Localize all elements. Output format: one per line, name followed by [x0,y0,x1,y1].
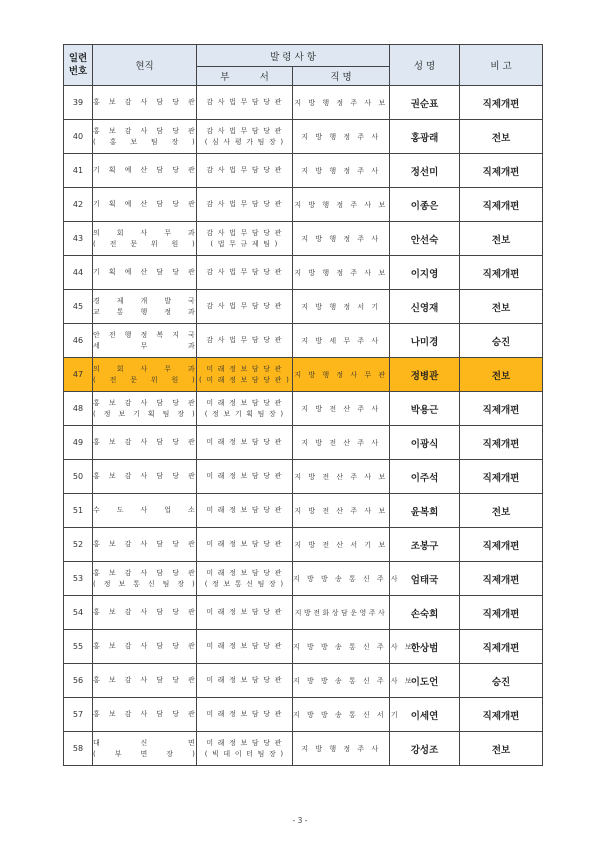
current-position-line: 홍 보 감 사 담 당 관 [93,608,196,616]
person-name-cell: 박용근 [390,392,460,426]
current-position-line: 세 무 과 [93,341,196,350]
department-line: ( 정 보 기 획 팀 장 ) [204,409,285,418]
position-cell: 지 방 세 무 주 사 [293,324,390,358]
current-position-line: ( 부 면 장 ) [93,749,196,758]
current-position-line: ( 홍 보 팀 장 ) [93,137,196,146]
current-position-line: 홍 보 감 사 담 당 관 [93,398,196,407]
note-cell: 직제개편 [460,562,543,596]
current-position-line: 홍 보 감 사 담 당 관 [93,98,196,106]
department-line: 미 래 정 보 담 당 관 [206,738,283,747]
note-cell: 직제개편 [460,460,543,494]
current-position-cell [93,222,197,256]
department-cell [197,494,293,528]
table-row [64,154,543,188]
current-position-cell [93,528,197,562]
department-line: ( 미 래 정 보 담 당 관 ) [199,375,290,384]
current-position-line: 홍 보 감 사 담 당 관 [93,438,196,446]
header-name: 성 명 [390,45,460,86]
table-body [64,86,543,766]
department-cell [197,630,293,664]
current-position-cell [93,154,197,188]
position-cell: 지 방 행 정 주 사 보 [293,86,390,120]
department-cell [197,222,293,256]
current-position-line: 기 획 예 산 담 당 관 [93,268,196,276]
current-position-line: ( 정 보 기 획 팀 장 ) [93,409,196,418]
current-position-cell [93,460,197,494]
current-position-line: 기 획 예 산 담 당 관 [93,200,196,208]
current-position-cell [93,596,197,630]
current-position-cell [93,86,197,120]
current-position-cell [93,562,197,596]
person-name-cell: 홍광래 [390,120,460,154]
header-serial: 일련 번호 [64,45,93,86]
note-cell: 직제개편 [460,698,543,732]
serial-number-cell: 51 [64,494,93,528]
current-position-line: 홍 보 감 사 담 당 관 [93,710,196,718]
current-position-cell [93,732,197,766]
serial-number-cell: 53 [64,562,93,596]
department-cell [197,188,293,222]
person-name-cell: 손숙희 [390,596,460,630]
person-name-cell: 이세연 [390,698,460,732]
department-line: 감 사 법 무 담 당 관 [206,268,283,276]
department-cell [197,460,293,494]
table-row [64,188,543,222]
table-row [64,426,543,460]
position-cell: 지 방 전 산 주 사 [293,426,390,460]
person-name-cell: 나미경 [390,324,460,358]
current-position-cell [93,664,197,698]
serial-number-cell: 56 [64,664,93,698]
current-position-line: 의 회 사 무 과 [93,364,196,373]
note-cell: 승진 [460,664,543,698]
serial-number-cell: 41 [64,154,93,188]
note-cell: 전보 [460,120,543,154]
position-cell: 지 방 방 송 통 신 주 사 [293,562,390,596]
position-cell: 지 방 방 송 통 신 주 사 보 [293,630,390,664]
table-row [64,222,543,256]
position-cell: 지 방 행 정 주 사 [293,222,390,256]
header-position: 직 명 [293,67,390,86]
department-cell [197,732,293,766]
header-appointment: 발 령 사 항 [197,45,390,67]
serial-number-cell: 40 [64,120,93,154]
department-line: 감 사 법 무 담 당 관 [206,166,283,174]
department-cell [197,698,293,732]
header-department: 부 서 [197,67,293,86]
person-name-cell: 신영재 [390,290,460,324]
note-cell: 직제개편 [460,188,543,222]
note-cell: 전보 [460,222,543,256]
position-cell: 지 방 전 산 주 사 보 [293,460,390,494]
serial-number-cell: 48 [64,392,93,426]
current-position-cell [93,392,197,426]
current-position-cell [93,256,197,290]
department-cell [197,562,293,596]
position-cell: 지 방 방 송 통 신 서 기 [293,698,390,732]
table-row [64,562,543,596]
current-position-line: 대 신 면 [93,738,196,747]
department-line: 감 사 법 무 담 당 관 [206,200,283,208]
current-position-line: 홍 보 감 사 담 당 관 [93,472,196,480]
person-name-cell: 이광식 [390,426,460,460]
person-name-cell: 정병관 [390,358,460,392]
current-position-line: ( 정 보 통 신 팀 장 ) [93,579,196,588]
current-position-cell [93,188,197,222]
department-line: 감 사 법 무 담 당 관 [206,228,283,237]
table-row [64,596,543,630]
department-cell [197,120,293,154]
note-cell: 직제개편 [460,528,543,562]
person-name-cell: 조봉구 [390,528,460,562]
department-cell [197,290,293,324]
position-cell: 지 방 방 송 통 신 주 사 보 [293,664,390,698]
table-row [64,290,543,324]
table-row [64,528,543,562]
department-cell [197,86,293,120]
serial-number-cell: 52 [64,528,93,562]
note-cell: 직제개편 [460,86,543,120]
department-line: 미 래 정 보 담 당 관 [206,472,283,480]
department-cell [197,154,293,188]
current-position-line: 홍 보 감 사 담 당 관 [93,568,196,577]
serial-number-cell: 39 [64,86,93,120]
current-position-cell [93,290,197,324]
personnel-table [63,44,543,766]
note-cell: 직제개편 [460,596,543,630]
serial-number-cell: 58 [64,732,93,766]
current-position-line: 안 전 행 정 복 지 국 [93,330,196,339]
current-position-cell [93,630,197,664]
serial-number-cell: 47 [64,358,93,392]
current-position-line: 경 제 개 발 국 [93,296,196,305]
serial-number-cell: 43 [64,222,93,256]
department-line: ( 정 보 통 신 팀 장 ) [204,579,285,588]
position-cell: 지 방 행 정 주 사 보 [293,188,390,222]
position-cell: 지 방 행 정 주 사 보 [293,256,390,290]
current-position-line: 수 도 사 업 소 [93,506,196,514]
person-name-cell: 이지영 [390,256,460,290]
note-cell: 직제개편 [460,392,543,426]
department-line: 감 사 법 무 담 당 관 [206,98,283,106]
person-name-cell: 강성조 [390,732,460,766]
serial-number-cell: 54 [64,596,93,630]
person-name-cell: 이종은 [390,188,460,222]
department-cell [197,528,293,562]
department-line: 감 사 법 무 담 당 관 [206,336,283,344]
department-line: 미 래 정 보 담 당 관 [206,364,283,373]
serial-number-cell: 44 [64,256,93,290]
table-row [64,460,543,494]
current-position-line: 홍 보 감 사 담 당 관 [93,126,196,135]
current-position-line: 의 회 사 무 과 [93,228,196,237]
note-cell: 직제개편 [460,630,543,664]
person-name-cell: 이주석 [390,460,460,494]
table-row [64,392,543,426]
department-line: 미 래 정 보 담 당 관 [206,506,283,514]
table-row [64,358,543,392]
position-cell: 지 방 행 정 주 사 [293,154,390,188]
current-position-cell [93,494,197,528]
department-cell [197,324,293,358]
department-line: 미 래 정 보 담 당 관 [206,608,283,616]
serial-number-cell: 50 [64,460,93,494]
header-current-position: 현직 [93,45,197,86]
serial-number-cell: 55 [64,630,93,664]
department-cell [197,664,293,698]
position-cell: 지 방 전 산 주 사 보 [293,494,390,528]
position-cell: 지 방 행 정 서 기 [293,290,390,324]
serial-number-cell: 45 [64,290,93,324]
position-cell: 지 방 행 정 주 사 [293,120,390,154]
current-position-line: 홍 보 감 사 담 당 관 [93,642,196,650]
department-cell [197,596,293,630]
position-cell: 지 방 행 정 사 무 관 [293,358,390,392]
department-line: ( 빅 데 이 터 팀 장 ) [204,749,285,758]
department-line: ( 심 사 평 가 팀 장 ) [204,137,285,146]
department-cell [197,358,293,392]
current-position-cell [93,426,197,460]
note-cell: 직제개편 [460,256,543,290]
department-line: 감 사 법 무 담 당 관 [206,302,283,310]
serial-number-cell: 57 [64,698,93,732]
note-cell: 직제개편 [460,426,543,460]
department-line: 미 래 정 보 담 당 관 [206,568,283,577]
table-row [64,732,543,766]
position-cell: 지 방 행 정 주 사 [293,732,390,766]
table-row [64,494,543,528]
current-position-cell [93,324,197,358]
department-line: 미 래 정 보 담 당 관 [206,438,283,446]
person-name-cell: 정선미 [390,154,460,188]
current-position-line: 교 통 행 정 과 [93,307,196,316]
person-name-cell: 이도언 [390,664,460,698]
department-cell [197,256,293,290]
table-row [64,664,543,698]
note-cell: 전보 [460,494,543,528]
table-row [64,86,543,120]
current-position-line: 기 획 예 산 담 당 관 [93,166,196,174]
current-position-cell [93,358,197,392]
table-header-row [64,45,543,67]
current-position-line: 홍 보 감 사 담 당 관 [93,676,196,684]
serial-number-cell: 46 [64,324,93,358]
serial-number-cell: 42 [64,188,93,222]
department-cell [197,392,293,426]
serial-number-cell: 49 [64,426,93,460]
person-name-cell: 안선숙 [390,222,460,256]
table-row [64,630,543,664]
department-line: 미 래 정 보 담 당 관 [206,398,283,407]
note-cell: 승진 [460,324,543,358]
current-position-line: ( 전 문 위 원 ) [93,375,196,384]
table-row [64,324,543,358]
department-line: 감 사 법 무 담 당 관 [206,126,283,135]
person-name-cell: 윤복희 [390,494,460,528]
page-number: - 3 - [292,816,308,825]
current-position-line: 홍 보 감 사 담 당 관 [93,540,196,548]
person-name-cell: 권순표 [390,86,460,120]
current-position-cell [93,120,197,154]
person-name-cell: 엄태국 [390,562,460,596]
current-position-cell [93,698,197,732]
person-name-cell: 한상범 [390,630,460,664]
department-line: 미 래 정 보 담 당 관 [206,710,283,718]
department-line: ( 법 무 규 제 팀 ) [210,239,279,248]
department-line: 미 래 정 보 담 당 관 [206,540,283,548]
department-line: 미 래 정 보 담 당 관 [206,642,283,650]
note-cell: 직제개편 [460,154,543,188]
current-position-line: ( 전 문 위 원 ) [93,239,196,248]
header-note: 비 고 [460,45,543,86]
table-row [64,120,543,154]
department-line: 미 래 정 보 담 당 관 [206,676,283,684]
position-cell: 지 방 전 산 서 기 보 [293,528,390,562]
position-cell: 지 방 전 산 주 사 [293,392,390,426]
note-cell: 전보 [460,358,543,392]
note-cell: 전보 [460,732,543,766]
department-cell [197,426,293,460]
note-cell: 전보 [460,290,543,324]
table-row [64,698,543,732]
position-cell: 지방전화상담운영주사 [293,596,390,630]
table-row [64,256,543,290]
